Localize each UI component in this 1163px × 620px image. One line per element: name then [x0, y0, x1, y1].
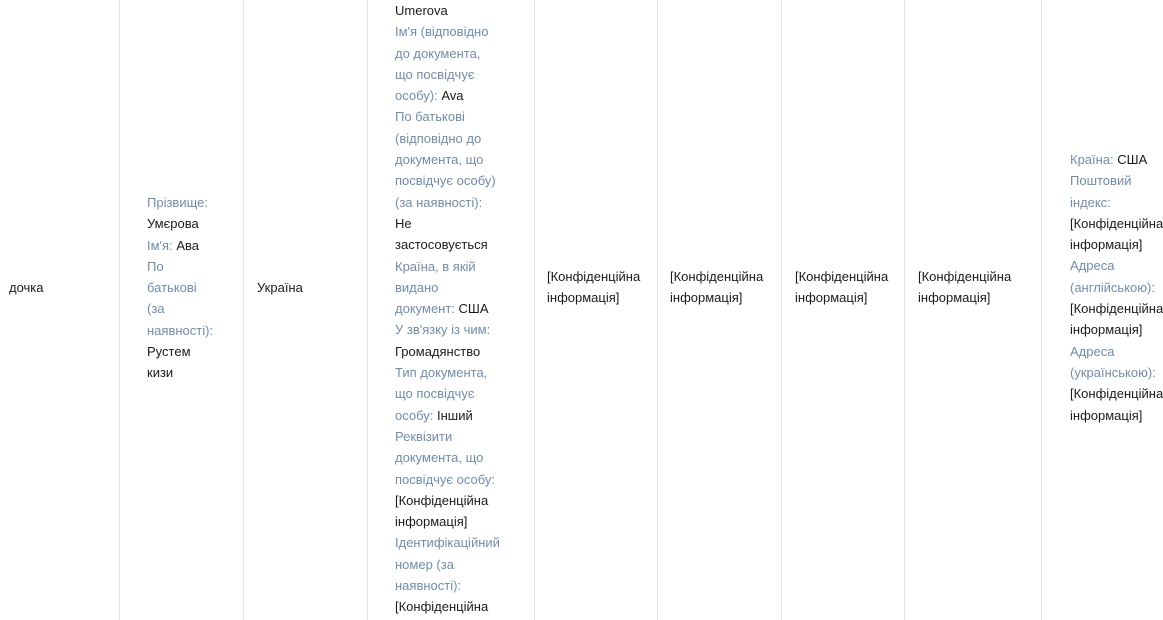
address-info-value: [Конфіденційна: [1070, 386, 1163, 402]
document-info-line: [395, 298, 500, 319]
document-info-label: По батькові: [395, 109, 465, 125]
document-info-label: посвідчує особу:: [395, 471, 496, 487]
column-divider: [657, 0, 658, 620]
document-info-line: [395, 85, 500, 106]
confidential-value: [Конфіденційна: [670, 269, 764, 284]
document-info-label: Ім'я (відповідно: [395, 24, 489, 40]
name-cell: [147, 192, 213, 384]
column-divider: [1041, 0, 1042, 620]
address-info-label: (англійською):: [1070, 279, 1155, 295]
address-info-value: США: [1117, 152, 1148, 167]
document-info-value: Не: [395, 215, 412, 231]
document-info-label: видано: [395, 279, 439, 295]
surname-value: Умєрова: [147, 216, 199, 232]
confidential-value: інформація]: [670, 290, 743, 306]
column-divider: [534, 0, 535, 620]
document-info-value: США: [458, 301, 489, 317]
document-info-value: інформація]: [395, 514, 468, 530]
patronymic-label: батькові: [147, 280, 197, 296]
column-divider: [904, 0, 905, 620]
document-info-label: посвідчує особу): [395, 173, 496, 189]
confidential-cell: [795, 266, 888, 309]
confidential-cell: [918, 266, 1011, 309]
confidential-cell: [670, 266, 763, 309]
document-info-value: Ava: [441, 88, 464, 104]
first-name-label: Ім'я:: [147, 237, 173, 253]
document-info-value: Громадянство: [395, 343, 481, 359]
address-info-value: інформація]: [1070, 322, 1143, 338]
confidential-value: інформація]: [795, 290, 868, 306]
document-info-label: особу):: [395, 88, 442, 104]
address-info-value: [Конфіденційна: [1070, 301, 1163, 317]
document-info-label: особу:: [395, 407, 437, 423]
address-info-value: інформація]: [1070, 407, 1143, 423]
citizenship-cell: [257, 277, 303, 298]
document-info-label: (за наявності):: [395, 194, 483, 210]
document-info-label: У зв'язку із чим:: [395, 322, 491, 338]
document-info-label: документа, що: [395, 152, 484, 168]
document-info-value: застосовується: [395, 237, 488, 253]
column-divider: [119, 0, 120, 620]
surname-label: Прізвище:: [147, 195, 208, 210]
document-info-label: що посвідчує: [395, 386, 475, 402]
document-info-value: [Конфіденційна: [395, 492, 489, 508]
address-info-value: [Конфіденційна: [1070, 215, 1163, 231]
document-info-label: Країна, в якій: [395, 258, 476, 274]
column-divider: [243, 0, 244, 620]
first-name-value: Ава: [176, 237, 199, 253]
document-info-value: Інший: [437, 407, 473, 423]
patronymic-value: кизи: [147, 365, 174, 381]
document-info-line: [395, 405, 500, 426]
confidential-value: [Конфіденційна: [547, 269, 641, 284]
confidential-value: [Конфіденційна: [918, 269, 1012, 284]
citizenship-value: Україна: [257, 280, 303, 295]
document-info-label: документа, що: [395, 450, 484, 466]
address-info-value: інформація]: [1070, 237, 1143, 253]
address-info-label: Поштовий: [1070, 173, 1132, 189]
address-info-line: [1070, 149, 1149, 170]
document-info-label: номер (за: [395, 556, 454, 572]
document-info-value: Umerova: [395, 3, 448, 18]
document-info-label: наявності):: [395, 578, 462, 594]
document-info-label: Ідентифікаційний: [395, 535, 500, 551]
patronymic-label: По: [147, 258, 164, 274]
confidential-value: інформація]: [918, 290, 991, 306]
first-name-line: [147, 235, 213, 256]
address-info-label: (українською):: [1070, 364, 1156, 380]
relation-value: дочка: [9, 280, 44, 295]
document-info-label: (відповідно до: [395, 130, 482, 146]
address-info-label: Адреса: [1070, 343, 1115, 359]
document-info-label: Реквізити: [395, 428, 453, 444]
document-info-label: Тип документа,: [395, 365, 488, 381]
document-info-label: до документа,: [395, 45, 481, 61]
patronymic-label: (за: [147, 301, 165, 317]
document-info-value: [Конфіденційна: [395, 599, 489, 615]
relation-cell: [9, 277, 44, 298]
confidential-cell: [547, 266, 640, 309]
patronymic-value: Рустем: [147, 344, 191, 360]
address-info-label: індекс:: [1070, 194, 1111, 210]
address-info-label: Країна:: [1070, 152, 1118, 167]
patronymic-label: наявності):: [147, 322, 214, 338]
column-divider: [367, 0, 368, 620]
document-info-label: що посвідчує: [395, 66, 475, 82]
confidential-value: [Конфіденційна: [795, 269, 889, 284]
confidential-value: інформація]: [547, 290, 620, 306]
document-info-label: документ:: [395, 301, 459, 317]
address-info-label: Адреса: [1070, 258, 1115, 274]
column-divider: [781, 0, 782, 620]
document-info-cell: [395, 0, 500, 618]
address-info-cell: [1070, 149, 1163, 426]
